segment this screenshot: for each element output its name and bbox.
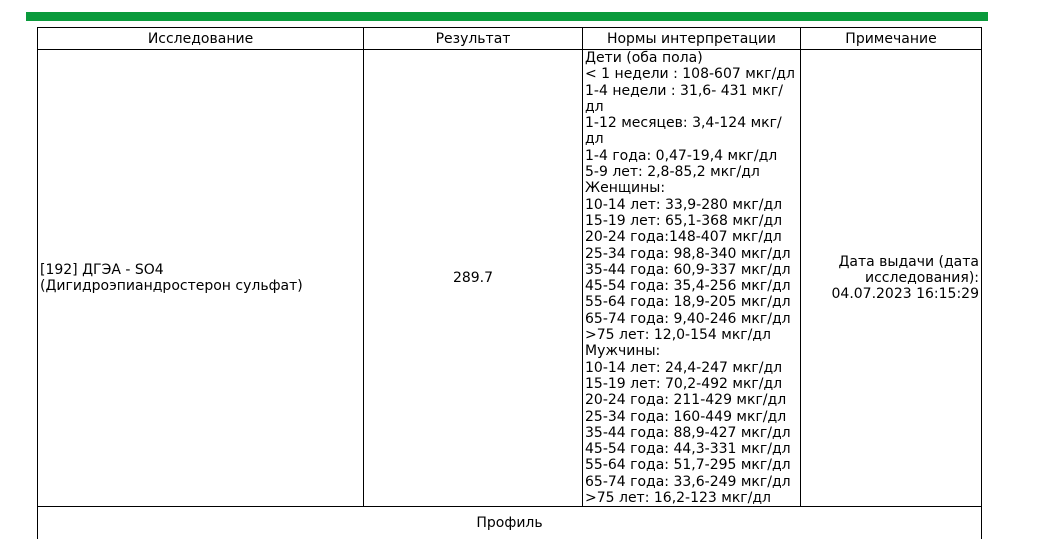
table-header-row (38, 28, 982, 50)
note-line-1: Дата выдачи (дата (838, 253, 979, 270)
header-test: Исследование (38, 28, 364, 50)
norm-line: 10-14 лет: 33,9-280 мкг/дл (585, 196, 783, 213)
norm-line: 1-12 месяцев: 3,4-124 мкг/дл (585, 115, 782, 148)
norm-line: 65-74 года: 9,40-246 мкг/дл (585, 310, 791, 327)
norms-cell (583, 50, 801, 507)
norm-line: 55-64 года: 51,7-295 мкг/дл (585, 457, 791, 474)
norm-line: 35-44 года: 60,9-337 мкг/дл (585, 261, 791, 278)
note-date: 04.07.2023 16:15:29 (831, 286, 979, 303)
profile-row (38, 507, 982, 539)
norm-line: 65-74 года: 33,6-249 мкг/дл (585, 473, 791, 490)
note-cell (801, 50, 982, 507)
header-norms: Нормы интерпретации (583, 28, 801, 50)
norm-line: 10-14 лет: 24,4-247 мкг/дл (585, 359, 783, 376)
norm-line: Женщины: (585, 180, 666, 197)
norm-line: 20-24 года:148-407 мкг/дл (585, 229, 782, 246)
table-row (38, 50, 982, 507)
results-table (37, 27, 982, 539)
norm-line: 35-44 года: 88,9-427 мкг/дл (585, 424, 791, 441)
profile-label: Профиль (38, 507, 982, 539)
header-note: Примечание (801, 28, 982, 50)
norm-line: Мужчины: (585, 343, 661, 360)
norm-line: 1-4 года: 0,47-19,4 мкг/дл (585, 147, 778, 164)
norm-line: 45-54 года: 44,3-331 мкг/дл (585, 441, 791, 458)
norm-line: 1-4 недели : 31,6- 431 мкг/дл (585, 82, 783, 115)
header-accent-bar (26, 12, 988, 21)
header-result: Результат (364, 28, 583, 50)
norm-line: >75 лет: 16,2-123 мкг/дл (585, 490, 771, 507)
test-code-name: [192] ДГЭА - SO4 (40, 261, 164, 278)
note-line-2: исследования): (865, 270, 979, 286)
result-value: 289.7 (364, 50, 583, 507)
norm-line: < 1 недели : 108-607 мкг/дл (585, 66, 795, 83)
norm-line: 15-19 лет: 65,1-368 мкг/дл (585, 212, 783, 229)
norm-line: 5-9 лет: 2,8-85,2 мкг/дл (585, 164, 760, 181)
test-name-cell (38, 50, 364, 507)
norm-line: Дети (оба пола) (585, 50, 703, 66)
norm-line: 15-19 лет: 70,2-492 мкг/дл (585, 375, 783, 392)
norm-line: >75 лет: 12,0-154 мкг/дл (585, 327, 771, 344)
norm-line: 25-34 года: 160-449 мкг/дл (585, 408, 787, 425)
norm-line: 25-34 года: 98,8-340 мкг/дл (585, 245, 791, 262)
norm-line: 45-54 года: 35,4-256 мкг/дл (585, 278, 791, 295)
test-full-name: (Дигидроэпиандростерон сульфат) (40, 278, 303, 295)
norm-line: 20-24 года: 211-429 мкг/дл (585, 392, 787, 409)
norm-line: 55-64 года: 18,9-205 мкг/дл (585, 294, 791, 311)
